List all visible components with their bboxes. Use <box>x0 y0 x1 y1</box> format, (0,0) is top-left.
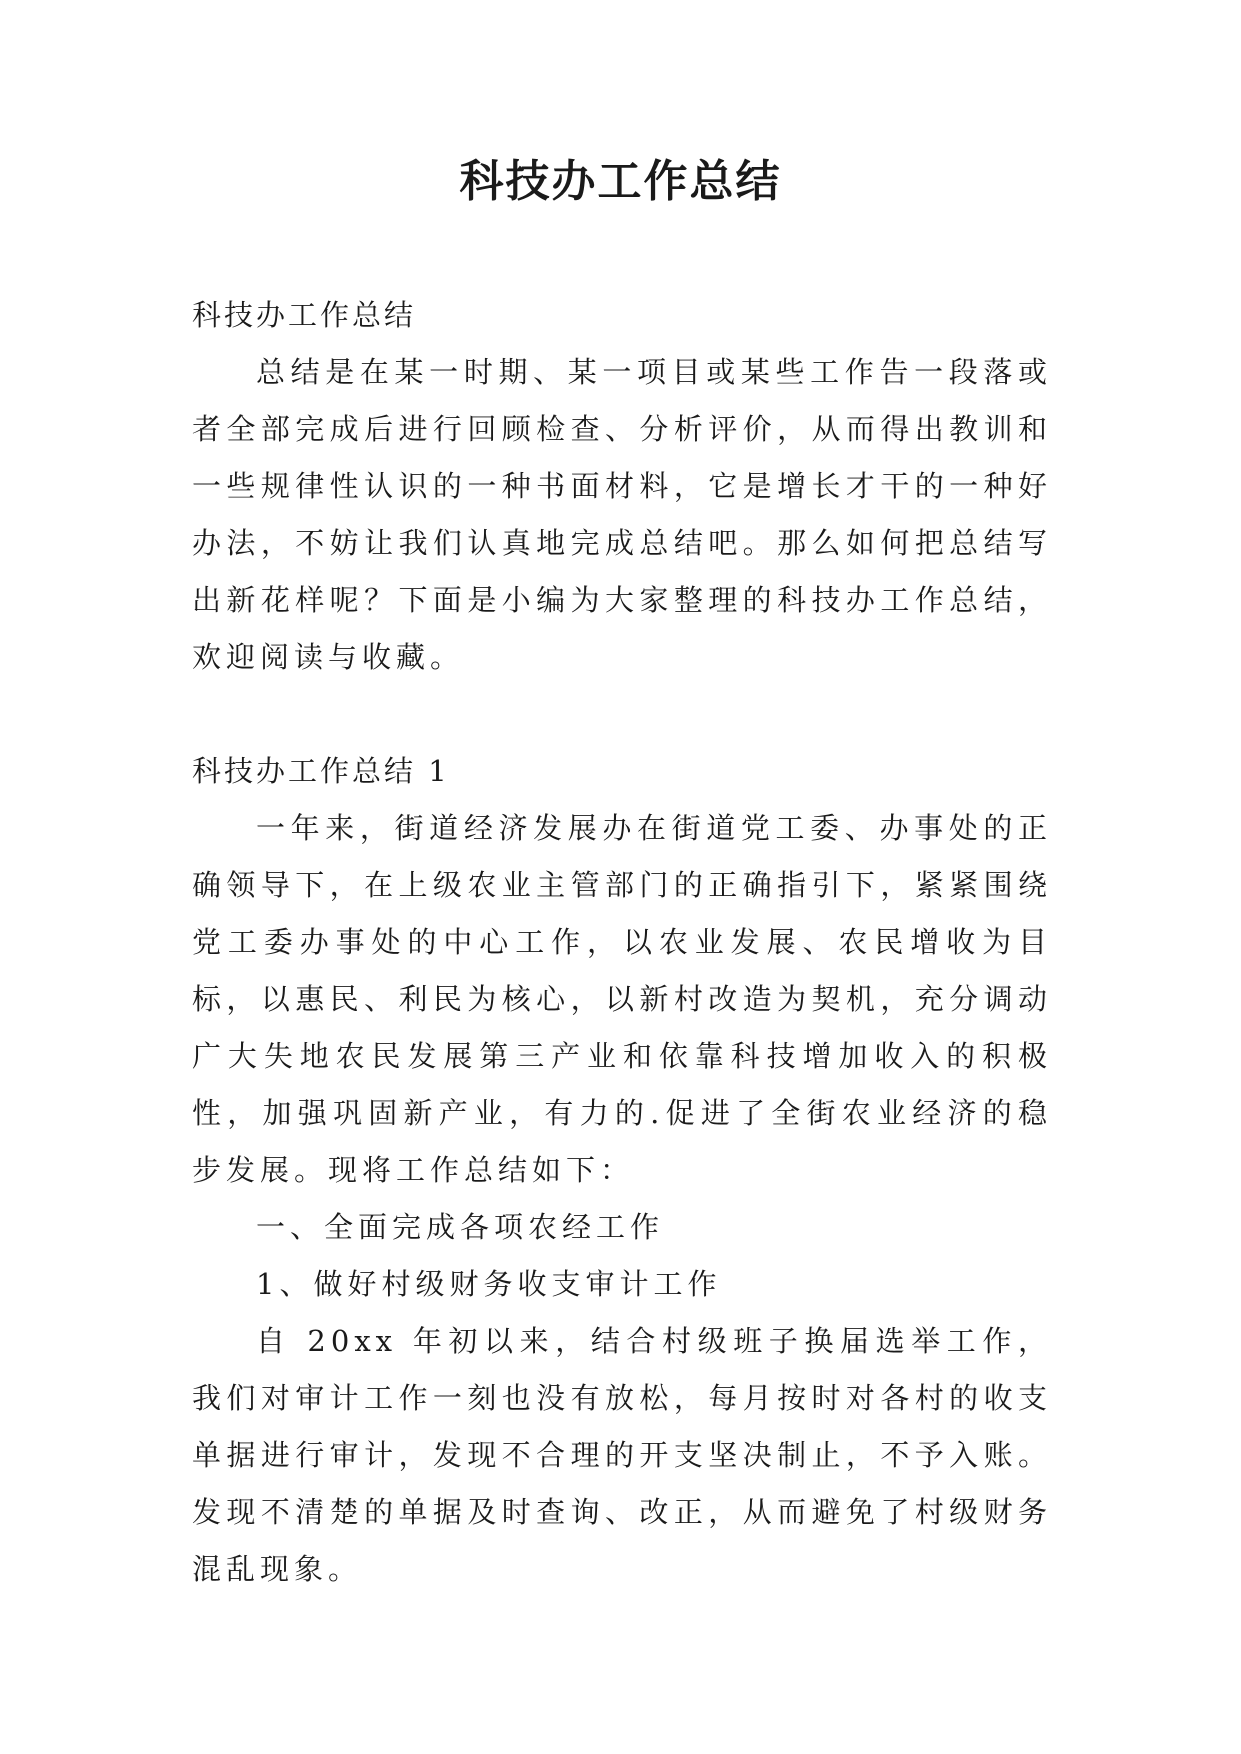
final-paragraph: 自 20xx 年初以来，结合村级班子换届选举工作，我们对审计工作一刻也没有放松，每月按时对各村的收支单据进行审计，发现不合理的开支坚决制止，不予入账。发现不清楚的单据及时查询、改正，从而避免了村级财务混乱现象。 <box>192 1324 1052 1586</box>
document-title: 科技办工作总结 <box>459 156 782 207</box>
subheading-1: 一、全面完成各项农经工作 <box>256 1210 665 1244</box>
section1-heading: 科技办工作总结 1 <box>192 754 450 788</box>
intro-heading: 科技办工作总结 <box>192 298 417 332</box>
section-spacer <box>192 686 1052 743</box>
section1-paragraph: 一年来，街道经济发展办在街道党工委、办事处的正确领导下，在上级农业主管部门的正确指引下，紧紧围绕党工委办事处的中心工作，以农业发展、农民增收为目标，以惠民、利民为核心，以新村改造为契机，充分调动广大失地农民发展第三产业和依靠科技增加收入的积极性，加强巩固新产业，有力的.促进了全街农业经济的稳步发展。现将工作总结如下： <box>192 811 1052 1187</box>
subheading-2: 1、做好村级财务收支审计工作 <box>256 1267 722 1301</box>
document-body <box>192 287 1052 1598</box>
intro-paragraph: 总结是在某一时期、某一项目或某些工作告一段落或者全部完成后进行回顾检查、分析评价，从而得出教训和一些规律性认识的一种书面材料，它是增长才干的一种好办法，不妨让我们认真地完成总结吧。那么如何把总结写出新花样呢？下面是小编为大家整理的科技办工作总结，欢迎阅读与收藏。 <box>192 355 1052 674</box>
